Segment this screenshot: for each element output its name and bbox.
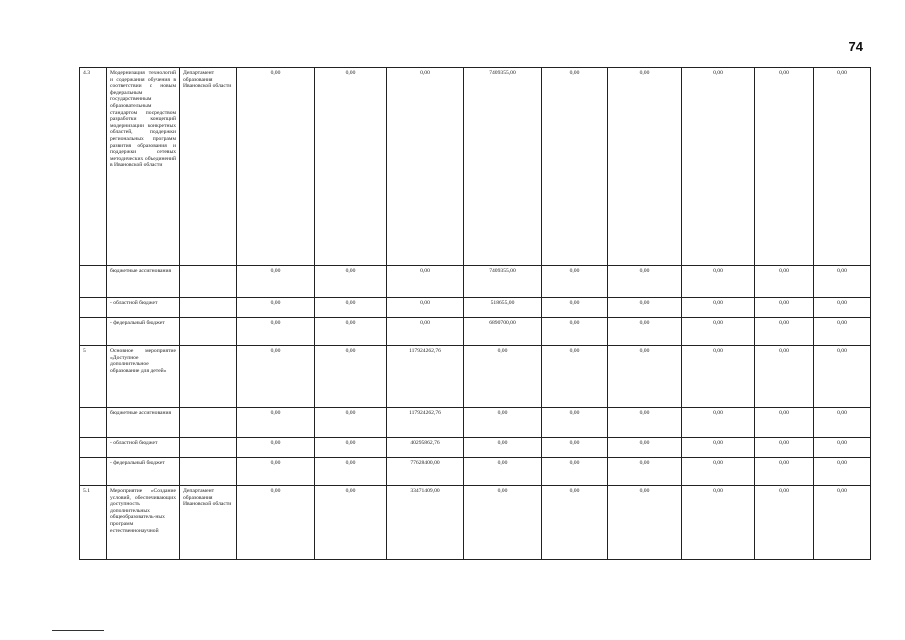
value-cell: 0,00: [814, 68, 871, 266]
row-index-cell: [80, 298, 107, 318]
value-cell: 0,00: [464, 438, 542, 458]
value-cell: 0,00: [682, 438, 755, 458]
value-cell: 0,00: [814, 298, 871, 318]
row-description-cell: бюджетные ассигнования: [107, 408, 180, 438]
table-row: [80, 68, 871, 266]
value-cell: 0,00: [608, 266, 682, 298]
value-cell: 0,00: [608, 68, 682, 266]
value-cell: 0,00: [315, 458, 387, 486]
value-cell: 0,00: [237, 486, 315, 560]
row-index-cell: 4.3: [80, 68, 107, 266]
value-cell: 0,00: [682, 318, 755, 346]
row-executor-cell: Департамент образования Ивановской области: [180, 68, 237, 266]
value-cell: 0,00: [315, 68, 387, 266]
value-cell: 0,00: [542, 408, 608, 438]
value-cell: 0,00: [237, 318, 315, 346]
value-cell: 0,00: [682, 68, 755, 266]
value-cell: 0,00: [237, 68, 315, 266]
value-cell: 77628400,00: [387, 458, 464, 486]
table-row: [80, 486, 871, 560]
value-cell: 0,00: [315, 408, 387, 438]
value-cell: 0,00: [542, 266, 608, 298]
value-cell: 0,00: [387, 298, 464, 318]
value-cell: 0,00: [814, 266, 871, 298]
value-cell: 0,00: [237, 298, 315, 318]
value-cell: 0,00: [237, 266, 315, 298]
row-index-cell: [80, 318, 107, 346]
table-row: [80, 458, 871, 486]
value-cell: 0,00: [464, 346, 542, 408]
row-description-cell: - областной бюджет: [107, 298, 180, 318]
value-cell: 0,00: [387, 68, 464, 266]
value-cell: 0,00: [814, 318, 871, 346]
row-index-cell: [80, 408, 107, 438]
row-executor-cell: Департамент образования Ивановской области: [180, 486, 237, 560]
value-cell: 0,00: [755, 318, 814, 346]
row-index-cell: 5: [80, 346, 107, 408]
value-cell: 0,00: [464, 408, 542, 438]
value-cell: 0,00: [542, 438, 608, 458]
value-cell: 0,00: [755, 486, 814, 560]
value-cell: 0,00: [542, 318, 608, 346]
value-cell: 117924262,76: [387, 408, 464, 438]
value-cell: 0,00: [814, 458, 871, 486]
value-cell: 0,00: [387, 266, 464, 298]
row-description-cell: Основное мероприятие «Доступное дополнительное образование для детей»: [107, 346, 180, 408]
value-cell: 0,00: [315, 266, 387, 298]
value-cell: 0,00: [608, 298, 682, 318]
value-cell: 0,00: [755, 458, 814, 486]
value-cell: 0,00: [682, 458, 755, 486]
row-executor-cell: [180, 438, 237, 458]
value-cell: 0,00: [814, 486, 871, 560]
value-cell: 33471409,00: [387, 486, 464, 560]
value-cell: 0,00: [542, 298, 608, 318]
value-cell: 0,00: [755, 266, 814, 298]
value-cell: 0,00: [237, 438, 315, 458]
row-index-cell: [80, 438, 107, 458]
value-cell: 0,00: [315, 438, 387, 458]
value-cell: 0,00: [237, 458, 315, 486]
value-cell: 0,00: [464, 458, 542, 486]
budget-table: [79, 67, 871, 560]
value-cell: 7409355,00: [464, 266, 542, 298]
value-cell: 0,00: [315, 346, 387, 408]
row-executor-cell: [180, 298, 237, 318]
row-executor-cell: [180, 408, 237, 438]
table-row: [80, 408, 871, 438]
value-cell: 0,00: [814, 438, 871, 458]
value-cell: 0,00: [814, 346, 871, 408]
page-number: 74: [848, 39, 863, 54]
row-executor-cell: [180, 266, 237, 298]
value-cell: 0,00: [542, 458, 608, 486]
row-description-cell: - федеральный бюджет: [107, 318, 180, 346]
value-cell: 0,00: [608, 318, 682, 346]
table-row: [80, 346, 871, 408]
value-cell: 0,00: [682, 346, 755, 408]
table-row: [80, 438, 871, 458]
row-index-cell: [80, 266, 107, 298]
value-cell: 0,00: [755, 438, 814, 458]
value-cell: 0,00: [608, 438, 682, 458]
row-index-cell: [80, 458, 107, 486]
value-cell: 0,00: [682, 408, 755, 438]
value-cell: 0,00: [542, 346, 608, 408]
value-cell: 0,00: [755, 346, 814, 408]
table-row: [80, 298, 871, 318]
table-row: [80, 318, 871, 346]
value-cell: 0,00: [608, 408, 682, 438]
value-cell: 0,00: [755, 408, 814, 438]
row-description-cell: - федеральный бюджет: [107, 458, 180, 486]
row-description-cell: - областной бюджет: [107, 438, 180, 458]
row-index-cell: 5.1: [80, 486, 107, 560]
table-row: [80, 266, 871, 298]
row-description-cell: Модернизация технологий и содержания обучения в соответствии с новым федеральным государственным образовательным стандартом посредством разработки концепций модернизации конкретных областей, поддержки региональных программ развития образования и поддержки сетевых методических объединений в Ивановской области: [107, 68, 180, 266]
value-cell: 0,00: [608, 486, 682, 560]
row-executor-cell: [180, 346, 237, 408]
value-cell: 0,00: [237, 408, 315, 438]
value-cell: 6890700,00: [464, 318, 542, 346]
value-cell: 0,00: [608, 346, 682, 408]
value-cell: 7409355,00: [464, 68, 542, 266]
value-cell: 0,00: [464, 486, 542, 560]
value-cell: 0,00: [755, 298, 814, 318]
value-cell: 0,00: [682, 486, 755, 560]
row-executor-cell: [180, 318, 237, 346]
value-cell: 0,00: [755, 68, 814, 266]
value-cell: 0,00: [315, 486, 387, 560]
footnote-divider: [52, 630, 104, 631]
value-cell: 0,00: [315, 298, 387, 318]
value-cell: 0,00: [315, 318, 387, 346]
value-cell: 0,00: [608, 458, 682, 486]
value-cell: 0,00: [237, 346, 315, 408]
value-cell: 0,00: [682, 298, 755, 318]
row-description-cell: Мероприятие «Создание условий, обеспечивающих доступность дополнительных общеобразователь-ных программ естественнонаучной: [107, 486, 180, 560]
value-cell: 0,00: [542, 68, 608, 266]
value-cell: 0,00: [814, 408, 871, 438]
value-cell: 0,00: [682, 266, 755, 298]
row-description-cell: бюджетные ассигнования: [107, 266, 180, 298]
value-cell: 518655,00: [464, 298, 542, 318]
value-cell: 117924262,76: [387, 346, 464, 408]
row-executor-cell: [180, 458, 237, 486]
value-cell: 40295862,76: [387, 438, 464, 458]
value-cell: 0,00: [542, 486, 608, 560]
value-cell: 0,00: [387, 318, 464, 346]
